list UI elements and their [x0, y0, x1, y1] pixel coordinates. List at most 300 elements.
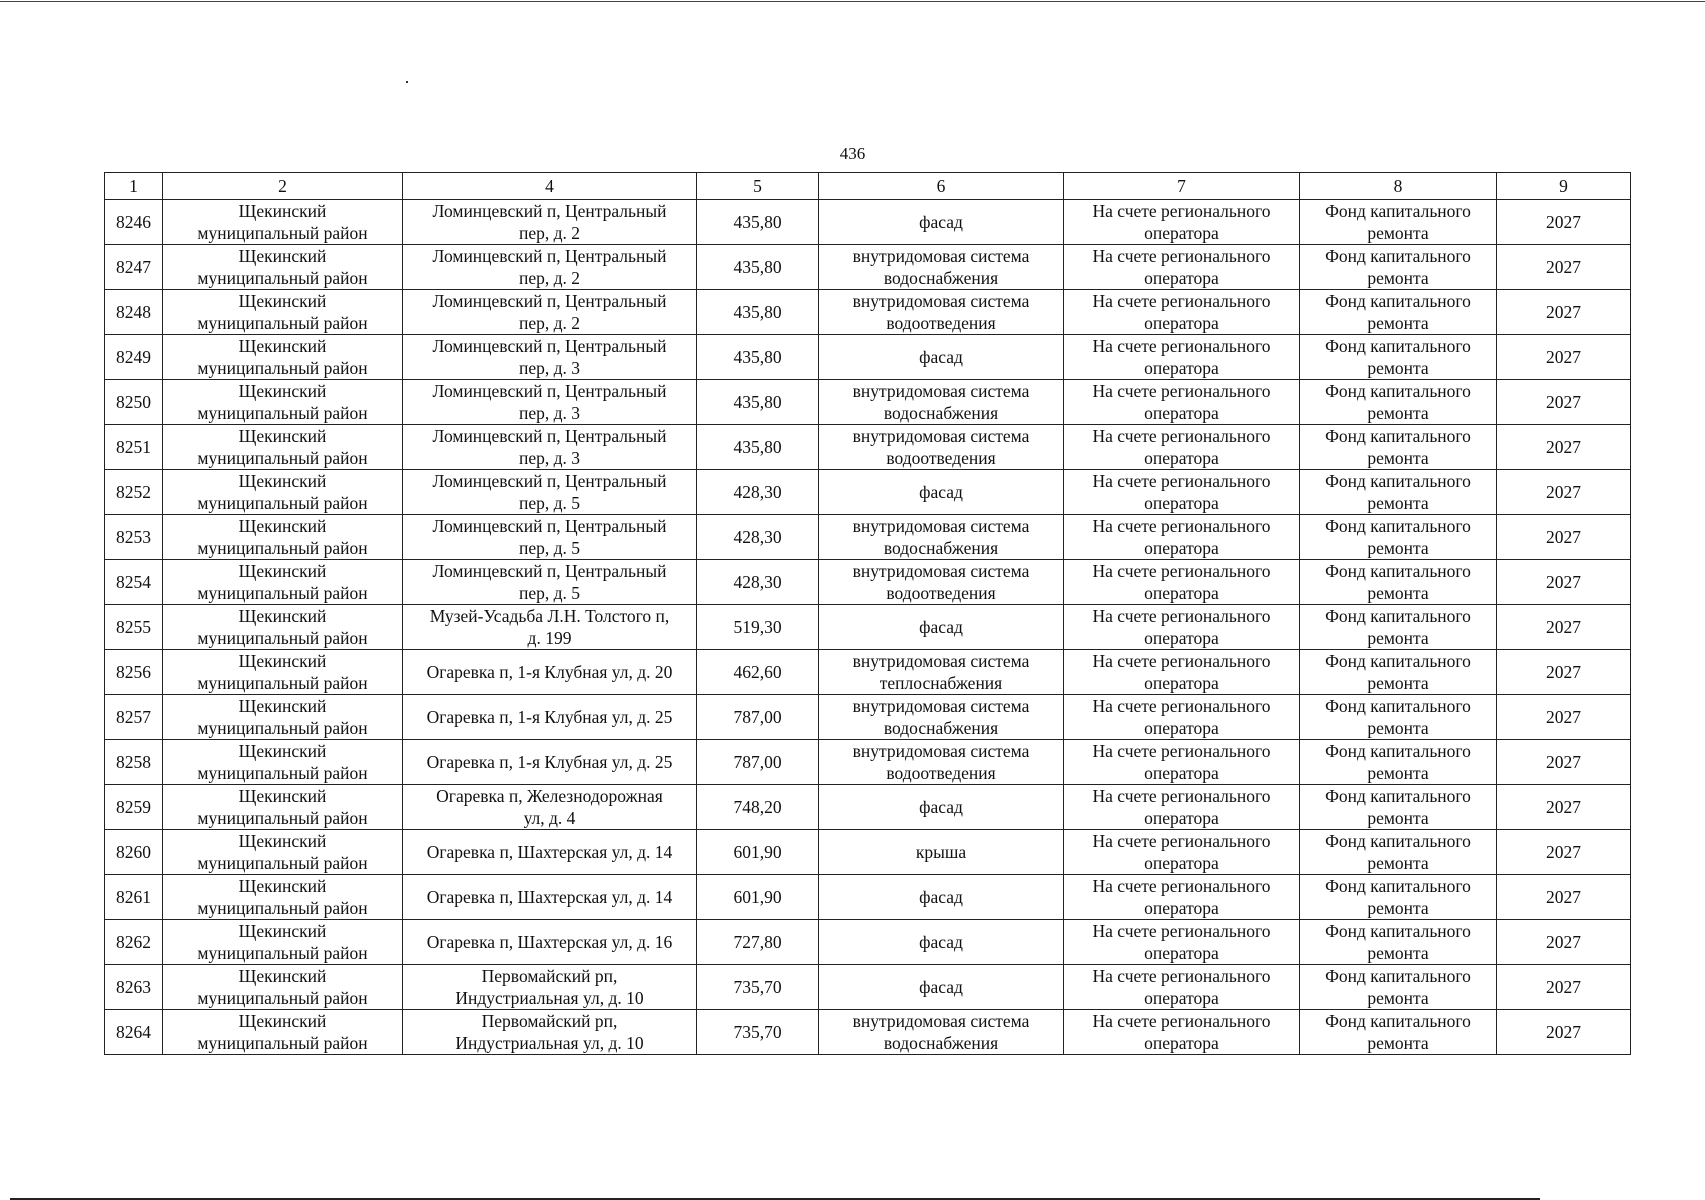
account-line-1: На счете регионального	[1092, 966, 1271, 986]
row-number-line-1: 8251	[116, 437, 151, 457]
account-line-2: оператора	[1144, 898, 1219, 918]
row-number-cell	[105, 335, 163, 380]
account-line-2: оператора	[1144, 853, 1219, 873]
account-line-2: оператора	[1144, 763, 1219, 783]
address-cell	[403, 965, 697, 1010]
fund-cell	[1300, 740, 1497, 785]
fund-cell	[1300, 515, 1497, 560]
work-type-line-1: внутридомовая система	[852, 516, 1030, 536]
municipality-line-1: Щекинский	[238, 876, 327, 896]
table-row	[105, 785, 1631, 830]
fund-line-1: Фонд капитального	[1325, 201, 1471, 221]
work-type-line-1: крыша	[915, 842, 967, 862]
row-number-cell	[105, 650, 163, 695]
address-cell	[403, 245, 697, 290]
work-type-cell	[819, 785, 1064, 830]
municipality-line-1: Щекинский	[238, 291, 327, 311]
address-line-2: пер, д. 3	[518, 448, 581, 468]
address-cell	[403, 695, 697, 740]
municipality-line-2: муниципальный район	[197, 808, 368, 828]
address-cell	[403, 380, 697, 425]
fund-line-1: Фонд капитального	[1325, 1011, 1471, 1031]
municipality-line-2: муниципальный район	[197, 268, 368, 288]
account-line-1: На счете регионального	[1092, 426, 1271, 446]
table-row	[105, 380, 1631, 425]
municipality-line-2: муниципальный район	[197, 718, 368, 738]
fund-line-1: Фонд капитального	[1325, 696, 1471, 716]
account-cell	[1064, 605, 1300, 650]
year-cell	[1497, 740, 1631, 785]
address-line-2: пер, д. 3	[518, 358, 581, 378]
account-cell	[1064, 920, 1300, 965]
work-type-line-2: водоснабжения	[883, 538, 999, 558]
row-number-line-1: 8253	[116, 527, 151, 547]
account-cell	[1064, 470, 1300, 515]
table-row	[105, 335, 1631, 380]
fund-cell	[1300, 605, 1497, 650]
fund-cell	[1300, 425, 1497, 470]
work-type-line-2: водоснабжения	[883, 268, 999, 288]
address-line-1: Ломинцевский п, Центральный	[432, 426, 667, 446]
account-line-1: На счете регионального	[1092, 516, 1271, 536]
account-line-2: оператора	[1144, 628, 1219, 648]
account-line-2: оператора	[1144, 718, 1219, 738]
table-row	[105, 650, 1631, 695]
municipality-line-2: муниципальный район	[197, 763, 368, 783]
address-cell	[403, 200, 697, 245]
fund-line-1: Фонд капитального	[1325, 336, 1471, 356]
year-cell	[1497, 920, 1631, 965]
year-cell	[1497, 380, 1631, 425]
area-cell	[697, 740, 819, 785]
work-type-cell	[819, 200, 1064, 245]
address-line-2: Индустриальная ул, д. 10	[455, 1033, 644, 1053]
account-cell	[1064, 245, 1300, 290]
work-type-line-2: водоотведения	[886, 448, 996, 468]
row-number-line-1: 8264	[116, 1022, 151, 1042]
work-type-cell	[819, 515, 1064, 560]
fund-line-1: Фонд капитального	[1325, 606, 1471, 626]
row-number-cell	[105, 425, 163, 470]
fund-line-2: ремонта	[1367, 853, 1429, 873]
municipality-cell	[163, 470, 403, 515]
account-cell	[1064, 290, 1300, 335]
fund-line-2: ремонта	[1367, 628, 1429, 648]
row-number-cell	[105, 470, 163, 515]
account-cell	[1064, 560, 1300, 605]
work-type-line-1: внутридомовая система	[852, 651, 1030, 671]
account-cell	[1064, 200, 1300, 245]
row-number-line-1: 8257	[116, 707, 151, 727]
municipality-line-2: муниципальный район	[197, 628, 368, 648]
header-col-9: 9	[1497, 173, 1631, 200]
account-line-2: оператора	[1144, 403, 1219, 423]
work-type-line-1: фасад	[919, 617, 963, 637]
address-line-2: ул, д. 4	[523, 808, 576, 828]
area-line-1: 601,90	[733, 887, 782, 907]
work-type-line-2: теплоснабжения	[879, 673, 1003, 693]
municipality-line-2: муниципальный район	[197, 673, 368, 693]
fund-line-1: Фонд капитального	[1325, 561, 1471, 581]
row-number-line-1: 8256	[116, 662, 151, 682]
scan-speck	[406, 81, 408, 83]
area-line-1: 601,90	[733, 842, 782, 862]
municipality-cell	[163, 380, 403, 425]
account-line-1: На счете регионального	[1092, 876, 1271, 896]
work-type-cell	[819, 425, 1064, 470]
address-line-1: Первомайский рп,	[481, 966, 618, 986]
work-type-line-1: внутридомовая система	[852, 426, 1030, 446]
account-line-2: оператора	[1144, 223, 1219, 243]
municipality-line-1: Щекинский	[238, 1011, 327, 1031]
account-cell	[1064, 740, 1300, 785]
year-line-1: 2027	[1546, 527, 1581, 547]
row-number-cell	[105, 560, 163, 605]
row-number-line-1: 8258	[116, 752, 151, 772]
row-number-line-1: 8260	[116, 842, 151, 862]
fund-line-2: ремонта	[1367, 718, 1429, 738]
work-type-cell	[819, 245, 1064, 290]
area-cell	[697, 650, 819, 695]
account-line-2: оператора	[1144, 943, 1219, 963]
header-col-8: 8	[1300, 173, 1497, 200]
table-row	[105, 875, 1631, 920]
account-line-1: На счете регионального	[1092, 201, 1271, 221]
address-line-1: Ломинцевский п, Центральный	[432, 381, 667, 401]
fund-line-1: Фонд капитального	[1325, 921, 1471, 941]
municipality-line-1: Щекинский	[238, 426, 327, 446]
area-cell	[697, 515, 819, 560]
table-row	[105, 425, 1631, 470]
account-line-1: На счете регионального	[1092, 381, 1271, 401]
municipality-cell	[163, 920, 403, 965]
year-line-1: 2027	[1546, 842, 1581, 862]
municipality-cell	[163, 830, 403, 875]
year-cell	[1497, 470, 1631, 515]
row-number-cell	[105, 740, 163, 785]
fund-line-1: Фонд капитального	[1325, 516, 1471, 536]
year-line-1: 2027	[1546, 302, 1581, 322]
account-line-2: оператора	[1144, 808, 1219, 828]
work-type-line-1: внутридомовая система	[852, 696, 1030, 716]
fund-cell	[1300, 920, 1497, 965]
municipality-line-2: муниципальный район	[197, 988, 368, 1008]
year-cell	[1497, 650, 1631, 695]
year-cell	[1497, 200, 1631, 245]
fund-line-2: ремонта	[1367, 988, 1429, 1008]
work-type-cell	[819, 965, 1064, 1010]
header-row	[105, 173, 1631, 200]
area-line-1: 435,80	[733, 257, 782, 277]
municipality-cell	[163, 785, 403, 830]
fund-line-2: ремонта	[1367, 898, 1429, 918]
area-line-1: 435,80	[733, 392, 782, 412]
address-cell	[403, 470, 697, 515]
municipality-cell	[163, 875, 403, 920]
municipality-line-1: Щекинский	[238, 246, 327, 266]
year-cell	[1497, 245, 1631, 290]
account-line-2: оператора	[1144, 1033, 1219, 1053]
account-line-1: На счете регионального	[1092, 1011, 1271, 1031]
address-cell	[403, 1010, 697, 1055]
account-line-2: оператора	[1144, 493, 1219, 513]
fund-line-2: ремонта	[1367, 763, 1429, 783]
fund-line-2: ремонта	[1367, 808, 1429, 828]
work-type-cell	[819, 335, 1064, 380]
table-row	[105, 740, 1631, 785]
year-line-1: 2027	[1546, 977, 1581, 997]
municipality-line-2: муниципальный район	[197, 898, 368, 918]
municipality-line-1: Щекинский	[238, 516, 327, 536]
fund-line-2: ремонта	[1367, 358, 1429, 378]
header-col-5: 5	[697, 173, 819, 200]
row-number-cell	[105, 830, 163, 875]
account-line-1: На счете регионального	[1092, 336, 1271, 356]
municipality-line-2: муниципальный район	[197, 493, 368, 513]
row-number-line-1: 8247	[116, 257, 151, 277]
account-line-2: оператора	[1144, 358, 1219, 378]
area-cell	[697, 1010, 819, 1055]
account-line-1: На счете регионального	[1092, 831, 1271, 851]
year-cell	[1497, 515, 1631, 560]
municipality-cell	[163, 200, 403, 245]
municipality-line-1: Щекинский	[238, 966, 327, 986]
year-cell	[1497, 425, 1631, 470]
address-line-1: Огаревка п, Шахтерская ул, д. 14	[426, 842, 673, 862]
area-cell	[697, 245, 819, 290]
address-line-1: Ломинцевский п, Центральный	[432, 336, 667, 356]
account-cell	[1064, 380, 1300, 425]
area-line-1: 727,80	[733, 932, 782, 952]
work-type-line-1: внутридомовая система	[852, 561, 1030, 581]
address-line-2: пер, д. 2	[518, 313, 581, 333]
year-line-1: 2027	[1546, 1022, 1581, 1042]
municipality-line-2: муниципальный район	[197, 313, 368, 333]
address-cell	[403, 920, 697, 965]
municipality-line-1: Щекинский	[238, 561, 327, 581]
year-line-1: 2027	[1546, 752, 1581, 772]
work-type-line-1: внутридомовая система	[852, 381, 1030, 401]
table-row	[105, 605, 1631, 650]
area-cell	[697, 200, 819, 245]
work-type-line-2: водоснабжения	[883, 403, 999, 423]
year-cell	[1497, 875, 1631, 920]
municipality-line-1: Щекинский	[238, 336, 327, 356]
fund-cell	[1300, 335, 1497, 380]
table-body	[105, 200, 1631, 1055]
address-line-1: Ломинцевский п, Центральный	[432, 201, 667, 221]
table-row	[105, 200, 1631, 245]
row-number-cell	[105, 1010, 163, 1055]
fund-cell	[1300, 245, 1497, 290]
area-cell	[697, 875, 819, 920]
municipality-line-2: муниципальный район	[197, 403, 368, 423]
area-cell	[697, 785, 819, 830]
area-line-1: 435,80	[733, 437, 782, 457]
municipality-cell	[163, 290, 403, 335]
municipality-line-1: Щекинский	[238, 651, 327, 671]
fund-cell	[1300, 380, 1497, 425]
area-cell	[697, 560, 819, 605]
year-line-1: 2027	[1546, 572, 1581, 592]
fund-line-2: ремонта	[1367, 583, 1429, 603]
fund-line-1: Фонд капитального	[1325, 831, 1471, 851]
work-type-cell	[819, 920, 1064, 965]
municipality-line-2: муниципальный район	[197, 448, 368, 468]
account-line-1: На счете регионального	[1092, 291, 1271, 311]
year-cell	[1497, 830, 1631, 875]
municipality-cell	[163, 740, 403, 785]
account-cell	[1064, 785, 1300, 830]
page-number: 436	[839, 144, 866, 163]
work-type-cell	[819, 695, 1064, 740]
fund-line-1: Фонд капитального	[1325, 246, 1471, 266]
account-line-1: На счете регионального	[1092, 786, 1271, 806]
fund-cell	[1300, 785, 1497, 830]
address-line-1: Ломинцевский п, Центральный	[432, 471, 667, 491]
address-line-2: пер, д. 5	[518, 583, 581, 603]
area-cell	[697, 425, 819, 470]
account-line-1: На счете регионального	[1092, 696, 1271, 716]
fund-line-1: Фонд капитального	[1325, 426, 1471, 446]
fund-line-1: Фонд капитального	[1325, 651, 1471, 671]
municipality-line-2: муниципальный район	[197, 358, 368, 378]
municipality-cell	[163, 335, 403, 380]
work-type-line-1: внутридомовая система	[852, 246, 1030, 266]
fund-line-1: Фонд капитального	[1325, 291, 1471, 311]
municipality-line-1: Щекинский	[238, 786, 327, 806]
row-number-line-1: 8248	[116, 302, 151, 322]
table-row	[105, 290, 1631, 335]
municipality-line-1: Щекинский	[238, 921, 327, 941]
address-line-1: Огаревка п, Железнодорожная	[436, 786, 663, 806]
municipality-cell	[163, 1010, 403, 1055]
table-row	[105, 695, 1631, 740]
year-cell	[1497, 695, 1631, 740]
work-type-line-1: внутридомовая система	[852, 741, 1030, 761]
row-number-cell	[105, 875, 163, 920]
address-line-1: Огаревка п, 1-я Клубная ул, д. 20	[426, 662, 673, 682]
address-cell	[403, 290, 697, 335]
municipality-cell	[163, 245, 403, 290]
year-cell	[1497, 1010, 1631, 1055]
area-line-1: 748,20	[733, 797, 782, 817]
address-line-2: пер, д. 5	[518, 493, 581, 513]
year-line-1: 2027	[1546, 797, 1581, 817]
work-type-line-2: водоотведения	[886, 763, 996, 783]
year-line-1: 2027	[1546, 392, 1581, 412]
fund-line-2: ремонта	[1367, 943, 1429, 963]
municipality-line-2: муниципальный район	[197, 943, 368, 963]
table-row	[105, 470, 1631, 515]
table-header	[105, 173, 1631, 200]
account-line-1: На счете регионального	[1092, 471, 1271, 491]
row-number-line-1: 8249	[116, 347, 151, 367]
address-line-2: пер, д. 2	[518, 268, 581, 288]
address-line-1: Огаревка п, 1-я Клубная ул, д. 25	[426, 707, 673, 727]
fund-cell	[1300, 965, 1497, 1010]
work-type-line-1: фасад	[919, 887, 963, 907]
address-cell	[403, 650, 697, 695]
work-type-cell	[819, 830, 1064, 875]
area-line-1: 787,00	[733, 707, 782, 727]
account-line-2: оператора	[1144, 268, 1219, 288]
account-line-1: На счете регионального	[1092, 606, 1271, 626]
address-cell	[403, 830, 697, 875]
year-line-1: 2027	[1546, 617, 1581, 637]
municipality-cell	[163, 605, 403, 650]
account-line-2: оператора	[1144, 583, 1219, 603]
fund-cell	[1300, 200, 1497, 245]
municipality-line-1: Щекинский	[238, 471, 327, 491]
fund-line-2: ремонта	[1367, 1033, 1429, 1053]
fund-line-2: ремонта	[1367, 223, 1429, 243]
account-cell	[1064, 515, 1300, 560]
fund-line-2: ремонта	[1367, 493, 1429, 513]
header-col-7: 7	[1064, 173, 1300, 200]
account-line-1: На счете регионального	[1092, 651, 1271, 671]
row-number-cell	[105, 785, 163, 830]
table-row	[105, 920, 1631, 965]
fund-line-1: Фонд капитального	[1325, 966, 1471, 986]
row-number-line-1: 8246	[116, 212, 151, 232]
municipality-line-2: муниципальный район	[197, 583, 368, 603]
address-line-1: Ломинцевский п, Центральный	[432, 246, 667, 266]
address-line-2: д. 199	[527, 628, 572, 648]
work-type-line-1: фасад	[919, 932, 963, 952]
work-type-line-1: фасад	[919, 482, 963, 502]
work-type-line-2: водоснабжения	[883, 718, 999, 738]
work-type-cell	[819, 1010, 1064, 1055]
fund-line-2: ремонта	[1367, 448, 1429, 468]
account-cell	[1064, 875, 1300, 920]
work-type-line-1: фасад	[919, 797, 963, 817]
area-line-1: 787,00	[733, 752, 782, 772]
account-cell	[1064, 830, 1300, 875]
area-cell	[697, 695, 819, 740]
row-number-cell	[105, 380, 163, 425]
area-line-1: 735,70	[733, 977, 782, 997]
year-line-1: 2027	[1546, 932, 1581, 952]
area-cell	[697, 605, 819, 650]
fund-line-2: ремонта	[1367, 403, 1429, 423]
municipality-line-1: Щекинский	[238, 741, 327, 761]
municipality-cell	[163, 560, 403, 605]
table-row	[105, 830, 1631, 875]
year-line-1: 2027	[1546, 482, 1581, 502]
year-line-1: 2027	[1546, 257, 1581, 277]
address-line-2: пер, д. 3	[518, 403, 581, 423]
address-line-1: Огаревка п, Шахтерская ул, д. 16	[426, 932, 673, 952]
work-type-line-1: фасад	[919, 347, 963, 367]
fund-line-2: ремонта	[1367, 538, 1429, 558]
table-row	[105, 515, 1631, 560]
fund-line-1: Фонд капитального	[1325, 381, 1471, 401]
account-line-1: На счете регионального	[1092, 921, 1271, 941]
area-line-1: 735,70	[733, 1022, 782, 1042]
work-type-line-1: фасад	[919, 212, 963, 232]
header-col-4: 4	[403, 173, 697, 200]
account-cell	[1064, 965, 1300, 1010]
row-number-line-1: 8252	[116, 482, 151, 502]
municipality-line-2: муниципальный район	[197, 223, 368, 243]
area-line-1: 462,60	[733, 662, 782, 682]
row-number-line-1: 8250	[116, 392, 151, 412]
work-type-cell	[819, 740, 1064, 785]
address-line-1: Музей-Усадьба Л.Н. Толстого п,	[429, 606, 670, 626]
header-col-2: 2	[163, 173, 403, 200]
year-line-1: 2027	[1546, 662, 1581, 682]
